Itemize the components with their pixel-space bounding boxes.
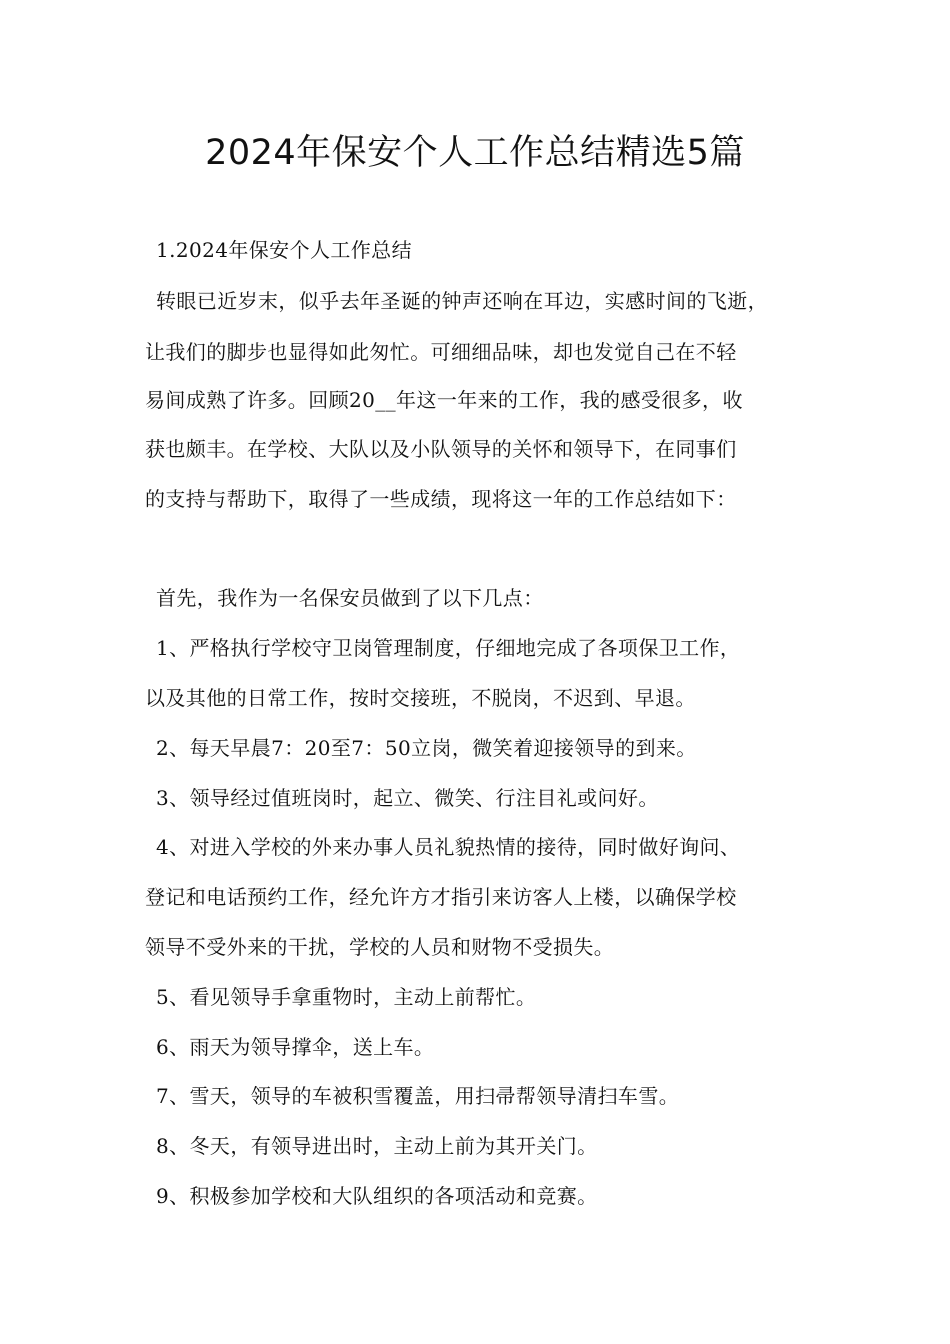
list-item-continuation: 以及其他的日常工作，按时交接班，不脱岗，不迟到、早退。	[145, 686, 696, 710]
list-item: 6、雨天为领导撑伞，送上车。	[156, 1035, 435, 1059]
list-item: 9、积极参加学校和大队组织的各项活动和竞赛。	[156, 1184, 598, 1208]
list-item: 5、看见领导手拿重物时，主动上前帮忙。	[156, 985, 537, 1009]
paragraph-line: 的支持与帮助下，取得了一些成绩，现将这一年的工作总结如下：	[145, 487, 737, 511]
list-item: 7、雪天，领导的车被积雪覆盖，用扫帚帮领导清扫车雪。	[156, 1084, 680, 1108]
section-heading: 1.2024年保安个人工作总结	[156, 238, 412, 262]
document-title: 2024年保安个人工作总结精选5篇	[205, 133, 745, 173]
list-item: 1、严格执行学校守卫岗管理制度，仔细地完成了各项保卫工作，	[156, 636, 741, 660]
list-item-continuation: 登记和电话预约工作，经允许方才指引来访客人上楼，以确保学校	[145, 885, 737, 909]
paragraph-line: 转眼已近岁末，似乎去年圣诞的钟声还响在耳边，实感时间的飞逝，	[156, 289, 768, 313]
list-item-continuation: 领导不受外来的干扰，学校的人员和财物不受损失。	[145, 935, 615, 959]
paragraph-line: 易间成熟了许多。回顾20__年这一年来的工作，我的感受很多，收	[145, 388, 743, 412]
paragraph-line: 获也颇丰。在学校、大队以及小队领导的关怀和领导下，在同事们	[145, 437, 737, 461]
paragraph-line: 让我们的脚步也显得如此匆忙。可细细品味，却也发觉自己在不轻	[145, 340, 737, 364]
list-item: 2、每天早晨7：20至7：50立岗，微笑着迎接领导的到来。	[156, 736, 697, 760]
list-item: 8、冬天，有领导进出时，主动上前为其开关门。	[156, 1134, 598, 1158]
list-item: 3、领导经过值班岗时，起立、微笑、行注目礼或问好。	[156, 786, 659, 810]
paragraph-line: 首先，我作为一名保安员做到了以下几点：	[156, 586, 544, 610]
list-item: 4、对进入学校的外来办事人员礼貌热情的接待，同时做好询问、	[156, 835, 741, 859]
